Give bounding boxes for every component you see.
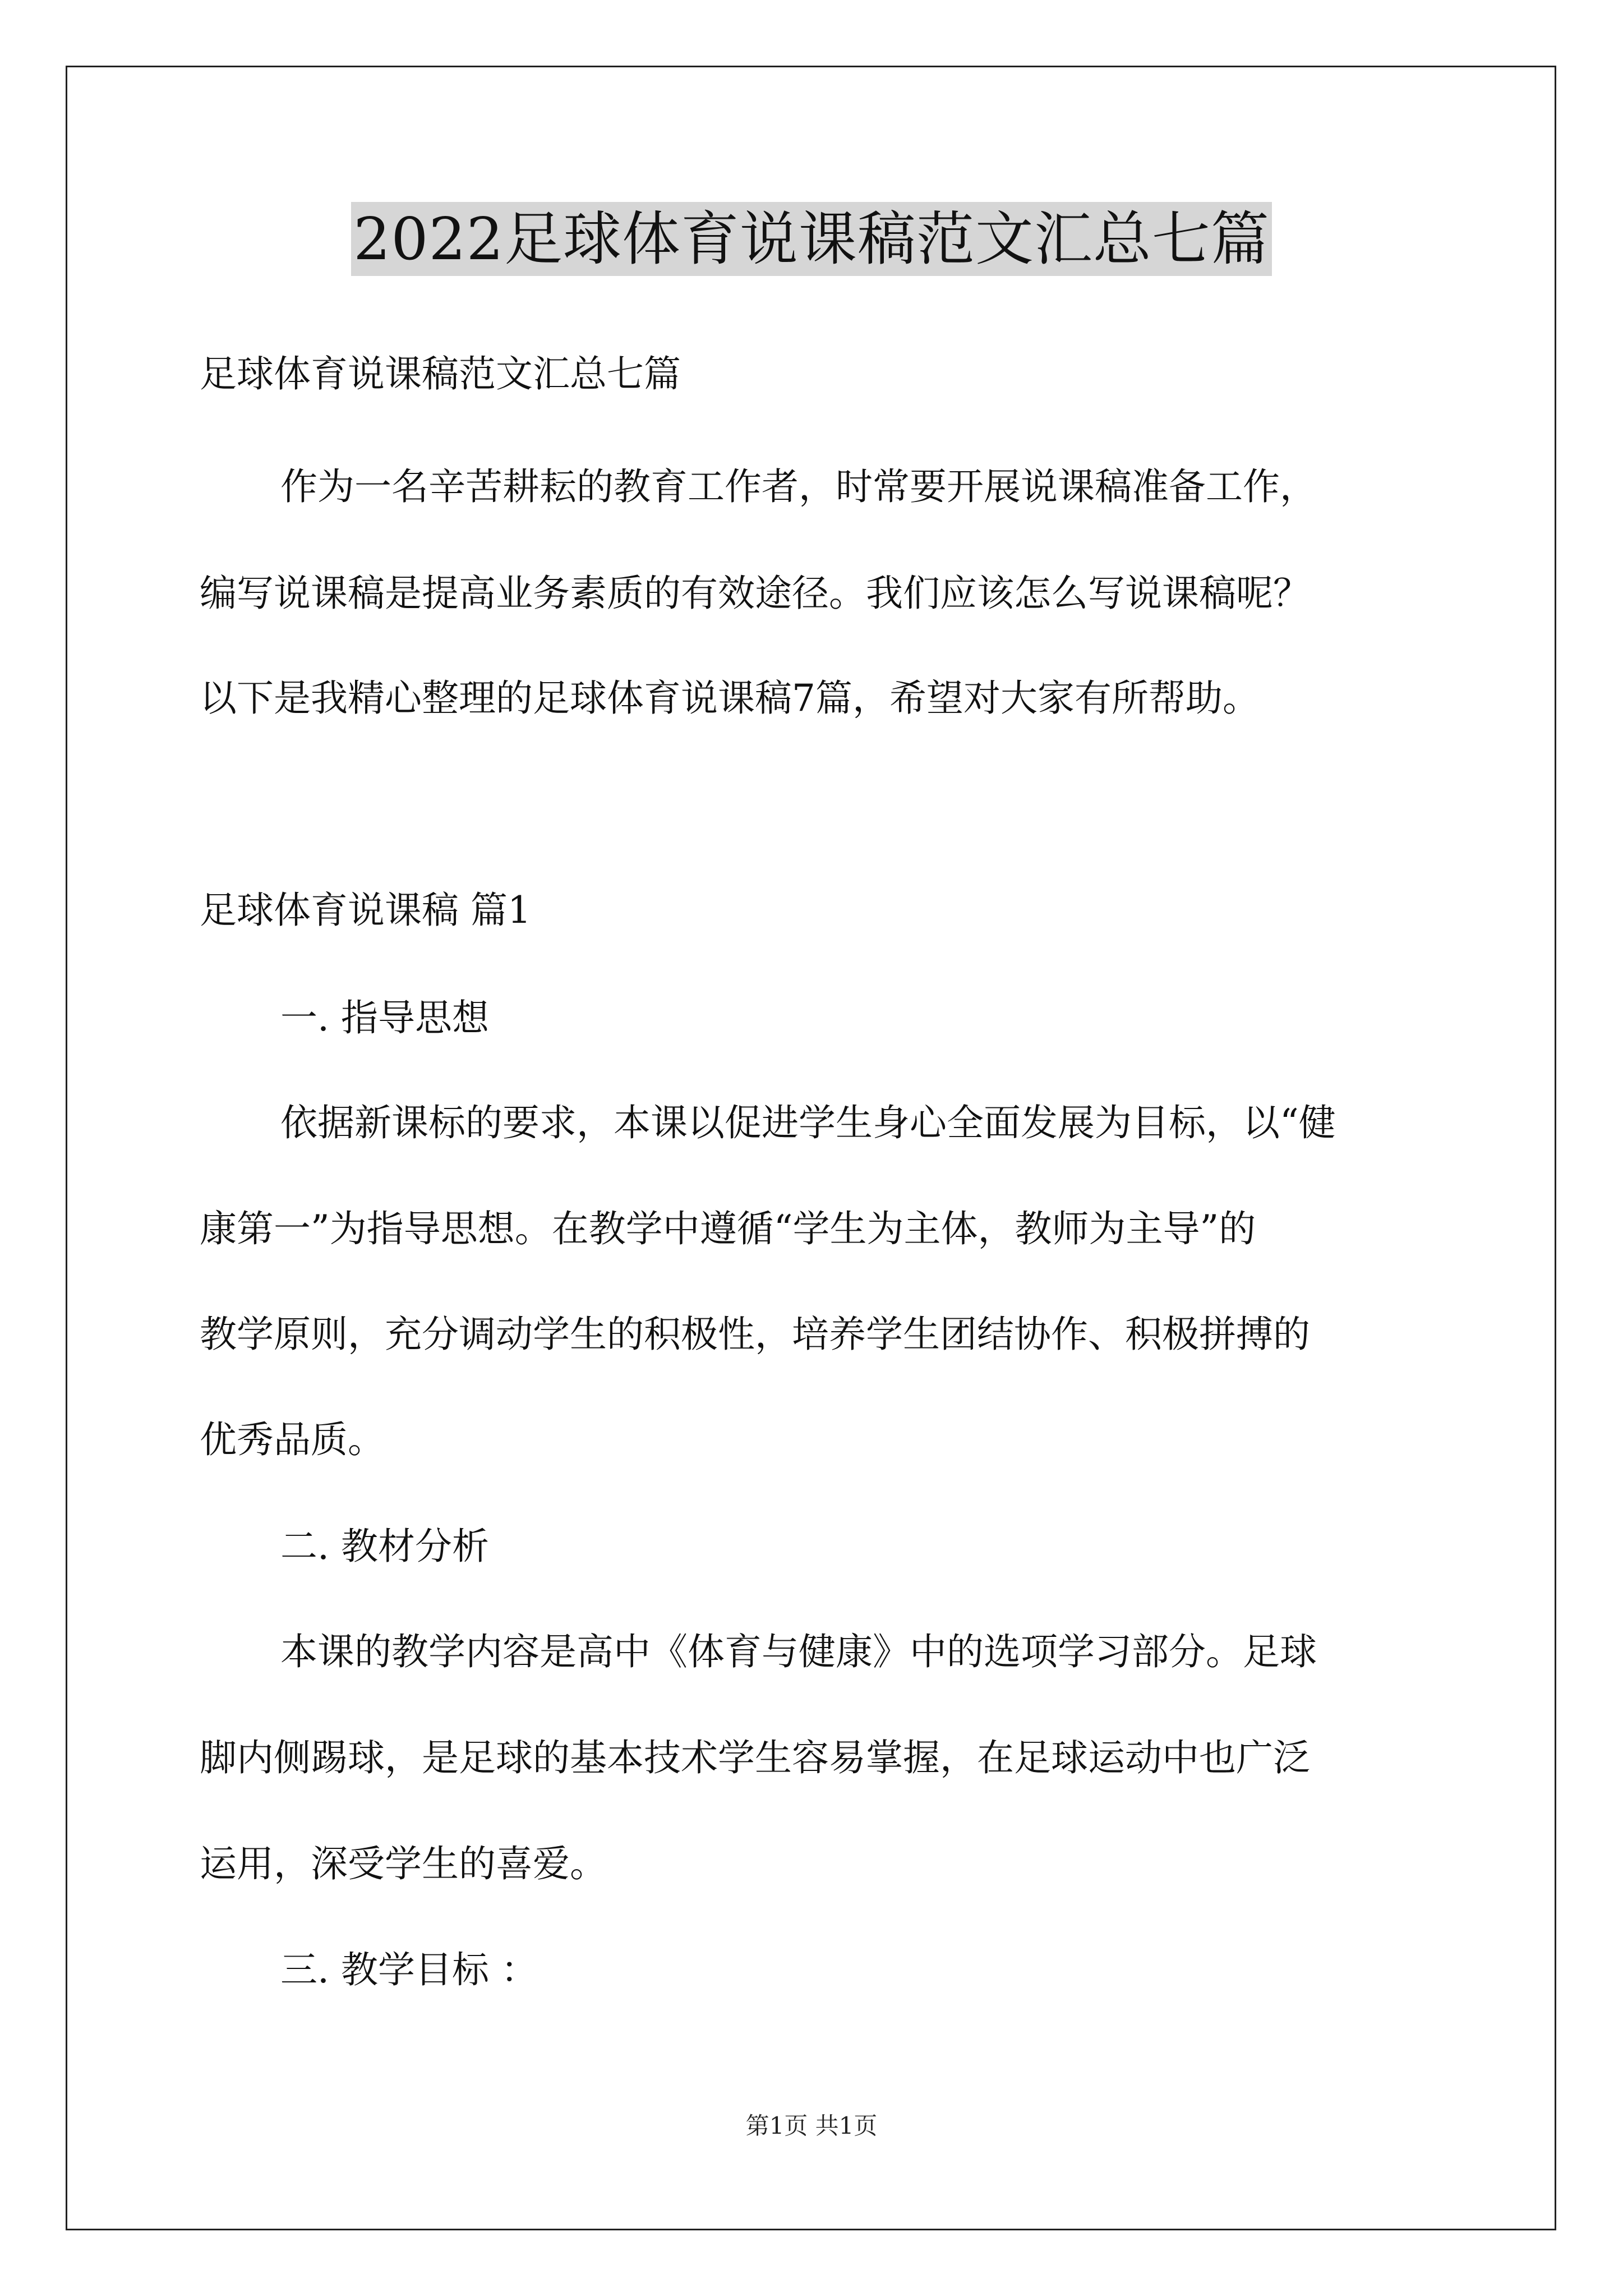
paragraph-line: 教学原则，充分调动学生的积极性，培养学生团结协作、积极拼搏的 bbox=[200, 1313, 1310, 1356]
paragraph-line: 优秀品质。 bbox=[200, 1418, 385, 1461]
page-footer: 第1页 共1页 bbox=[745, 2112, 878, 2139]
title-container bbox=[0, 202, 1623, 276]
heading-material-analysis: 二. 教材分析 bbox=[280, 1525, 489, 1568]
heading-guiding-thought: 一. 指导思想 bbox=[280, 996, 489, 1039]
subtitle-line: 足球体育说课稿范文汇总七篇 bbox=[200, 352, 681, 395]
paragraph-line: 本课的教学内容是高中《体育与健康》中的选项学习部分。足球 bbox=[280, 1630, 1317, 1673]
intro-line-2: 编写说课稿是提高业务素质的有效途径。我们应该怎么写说课稿呢？ bbox=[200, 572, 1310, 615]
paragraph-line: 依据新课标的要求，本课以促进学生身心全面发展为目标，以“健 bbox=[280, 1101, 1336, 1144]
intro-line-3: 以下是我精心整理的足球体育说课稿7篇，希望对大家有所帮助。 bbox=[200, 677, 1260, 720]
intro-line-1: 作为一名辛苦耕耘的教育工作者，时常要开展说课稿准备工作， bbox=[280, 465, 1317, 508]
section-heading: 足球体育说课稿 篇1 bbox=[200, 889, 531, 932]
paragraph-line: 脚内侧踢球，是足球的基本技术学生容易掌握，在足球运动中也广泛 bbox=[200, 1736, 1310, 1779]
paragraph-line: 运用，深受学生的喜爱。 bbox=[200, 1842, 607, 1885]
heading-teaching-goals: 三. 教学目标 ： bbox=[280, 1948, 538, 1991]
document-title: 2022足球体育说课稿范文汇总七篇 bbox=[351, 202, 1272, 276]
paragraph-line: 康第一”为指导思想。在教学中遵循“学生为主体，教师为主导”的 bbox=[200, 1207, 1256, 1250]
